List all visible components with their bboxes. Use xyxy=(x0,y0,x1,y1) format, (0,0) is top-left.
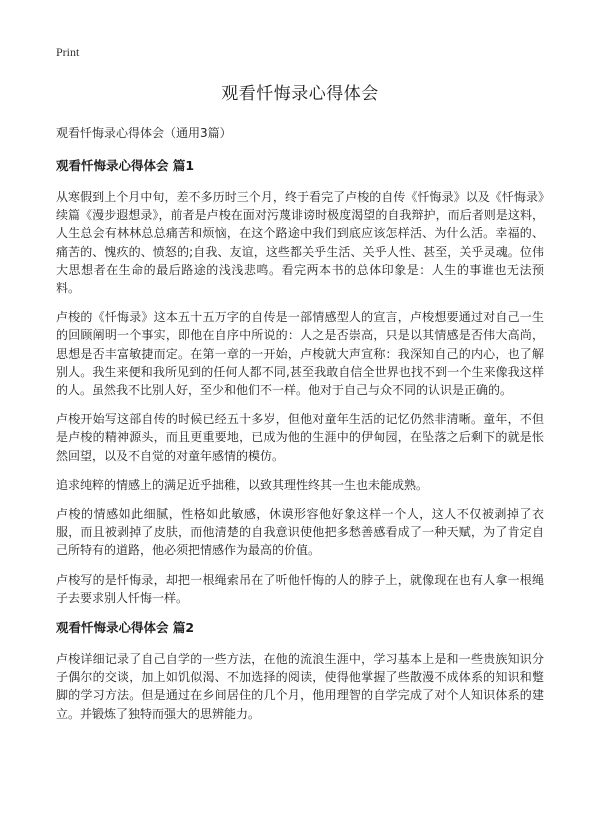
section-2 xyxy=(56,618,544,723)
section-heading: 观看忏悔录心得体会 篇2 xyxy=(56,620,195,636)
paragraph: 卢梭写的是忏悔录，却把一根绳索吊在了听他忏悔的人的脖子上，就像现在也有人拿一根绳子去要求别人忏悔一样。 xyxy=(56,572,544,605)
section-1 xyxy=(56,156,544,607)
section-heading: 观看忏悔录心得体会 篇1 xyxy=(56,158,195,173)
paragraph: 卢梭的《忏悔录》这本五十五万字的自传是一部情感型人的宣言，卢梭想要通过对自己一生的回顾阐明一个事实，即他在自序中所说的：人之是否崇高，只是以其情感是否伟大高尚，思想是否丰富敏捷而定。在第一章的一开始，卢梭就大声宣称：我深知自己的内心，也了解别人。我生来便和我所见到的任何人都不同,甚至我敢自信全世界也找不到一个生来像我这样的人。虽然我不比别人好，至少和他们不一样。他对于自己与众不同的认识是正确的。 xyxy=(56,310,544,398)
paragraph: 追求纯粹的情感上的满足近乎拙稚，以致其理性终其一生也未能成熟。 xyxy=(56,477,429,492)
paragraph: 卢梭的情感如此细腻，性格如此敏感，休谟形容他好象这样一个人，这人不仅被剥掉了衣服，而且被剥掉了皮肤，而他清楚的自我意识使他把多愁善感看成了一种天赋，为了肯定自己所特有的道路，他必须把情感作为最高的价值。 xyxy=(56,507,544,558)
paragraph: 卢梭详细记录了自己自学的一些方法，在他的流浪生涯中，学习基本上是和一些贵族知识分子偶尔的交谈，加上如饥似渴、不加选择的阅读，使得他掌握了些散漫不成体系的知识和蹩脚的学习方法。但是通过在乡间居住的几个月，他用理智的自学完成了对个人知识体系的建立。并锻炼了独特而强大的思辨能力。 xyxy=(56,652,544,721)
print-label: Print xyxy=(56,45,80,59)
paragraph: 从寒假到上个月中旬，差不多历时三个月，终于看完了卢梭的自传《忏悔录》以及《忏悔录》续篇《漫步遐想录》，前者是卢梭在面对污蔑诽谤时极度渴望的自我辩护，而后者则是这料，人生总会有林林总总痛苦和烦恼，在这个路途中我们到底应该怎样活、为什么活。幸福的、痛苦的、愧疚的、愤怒的;自我、友谊，这些都关乎生活、关乎人性、甚至，关乎灵魂。位伟大思想者在生命的最后路途的浅浅悲鸣。看完两本书的总体印象是：人生的事谁也无法预料。 xyxy=(56,190,544,296)
page-title: 观看忏悔录心得体会 xyxy=(221,84,379,104)
document-subtitle: 观看忏悔录心得体会（通用3篇） xyxy=(56,126,232,140)
paragraph: 卢梭开始写这部自传的时候已经五十多岁，但他对童年生活的记忆仍然非清晰。童年，不但是卢梭的精神源头，而且更重要地，已成为他的生涯中的伊甸园，在坠落之后剩下的就是怅然回望，以及不自觉的对童年感情的模仿。 xyxy=(56,412,544,463)
